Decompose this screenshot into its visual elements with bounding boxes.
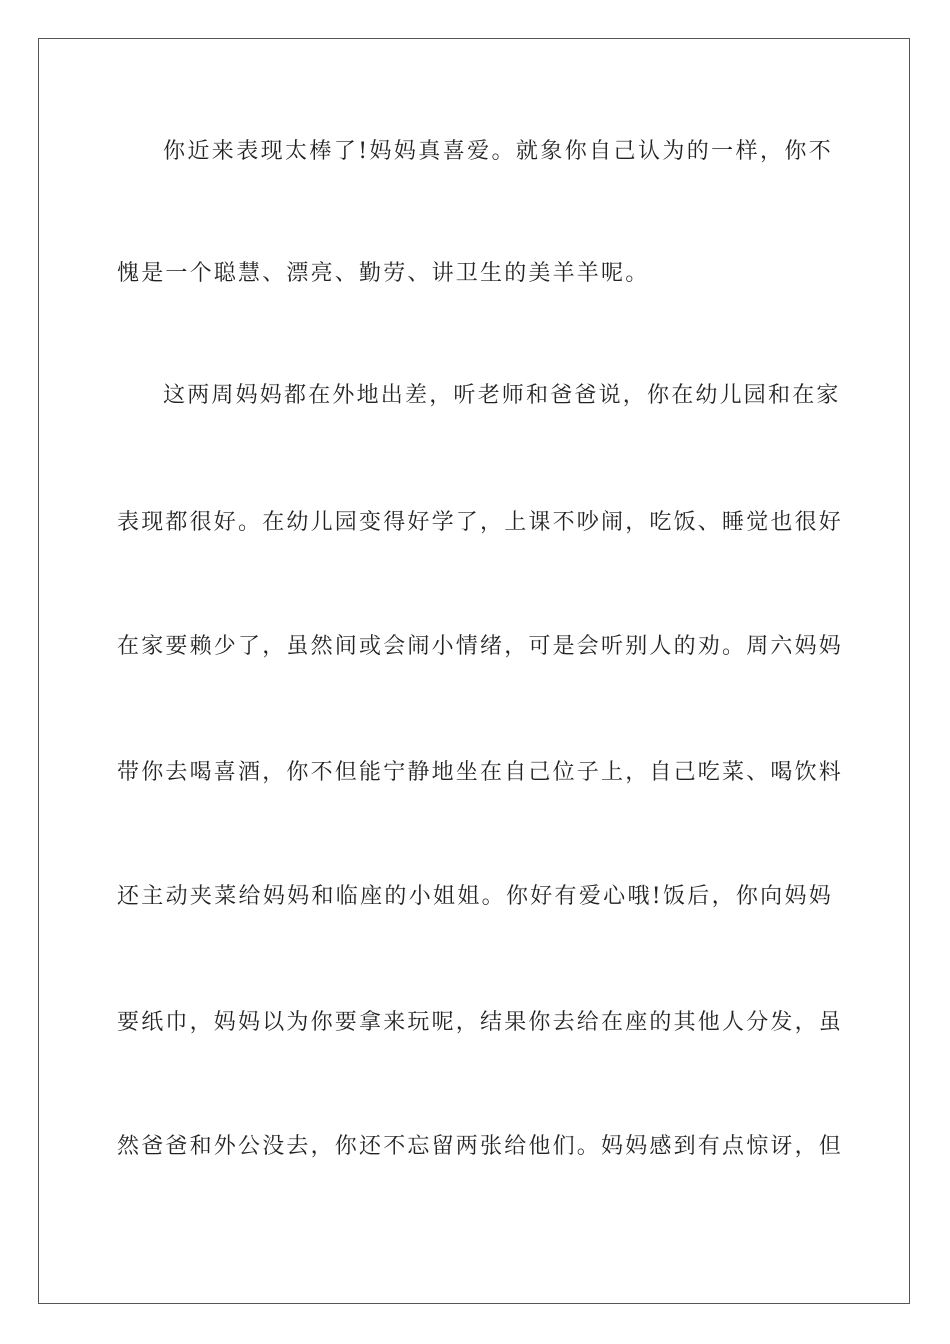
paragraph-1-line-2: 愧是一个聪慧、漂亮、勤劳、讲卫生的美羊羊呢。 — [117, 261, 650, 286]
paragraph-2-line-4: 带你去喝喜酒，你不但能宁静地坐在自己位子上，自己吃菜、喝饮料 — [117, 760, 844, 785]
paragraph-2-line-5: 还主动夹菜给妈妈和临座的小姐姐。你好有爱心哦!饭后，你向妈妈 — [117, 884, 833, 909]
paragraph-2-line-1: 这两周妈妈都在外地出差，听老师和爸爸说，你在幼儿园和在家 — [163, 383, 841, 408]
paragraph-2-line-7: 然爸爸和外公没去，你还不忘留两张给他们。妈妈感到有点惊讶，但 — [117, 1134, 844, 1159]
paragraph-2-line-6: 要纸巾，妈妈以为你要拿来玩呢，结果你去给在座的其他人分发，虽 — [117, 1010, 844, 1035]
paragraph-2-line-2: 表现都很好。在幼儿园变得好学了，上课不吵闹，吃饭、睡觉也很好 — [117, 510, 844, 535]
page-frame — [38, 38, 910, 1304]
paragraph-1-line-1: 你近来表现太棒了!妈妈真喜爱。就象你自己认为的一样，你不 — [163, 139, 833, 164]
paragraph-2-line-3: 在家要赖少了，虽然间或会闹小情绪，可是会听别人的劝。周六妈妈 — [117, 634, 844, 659]
